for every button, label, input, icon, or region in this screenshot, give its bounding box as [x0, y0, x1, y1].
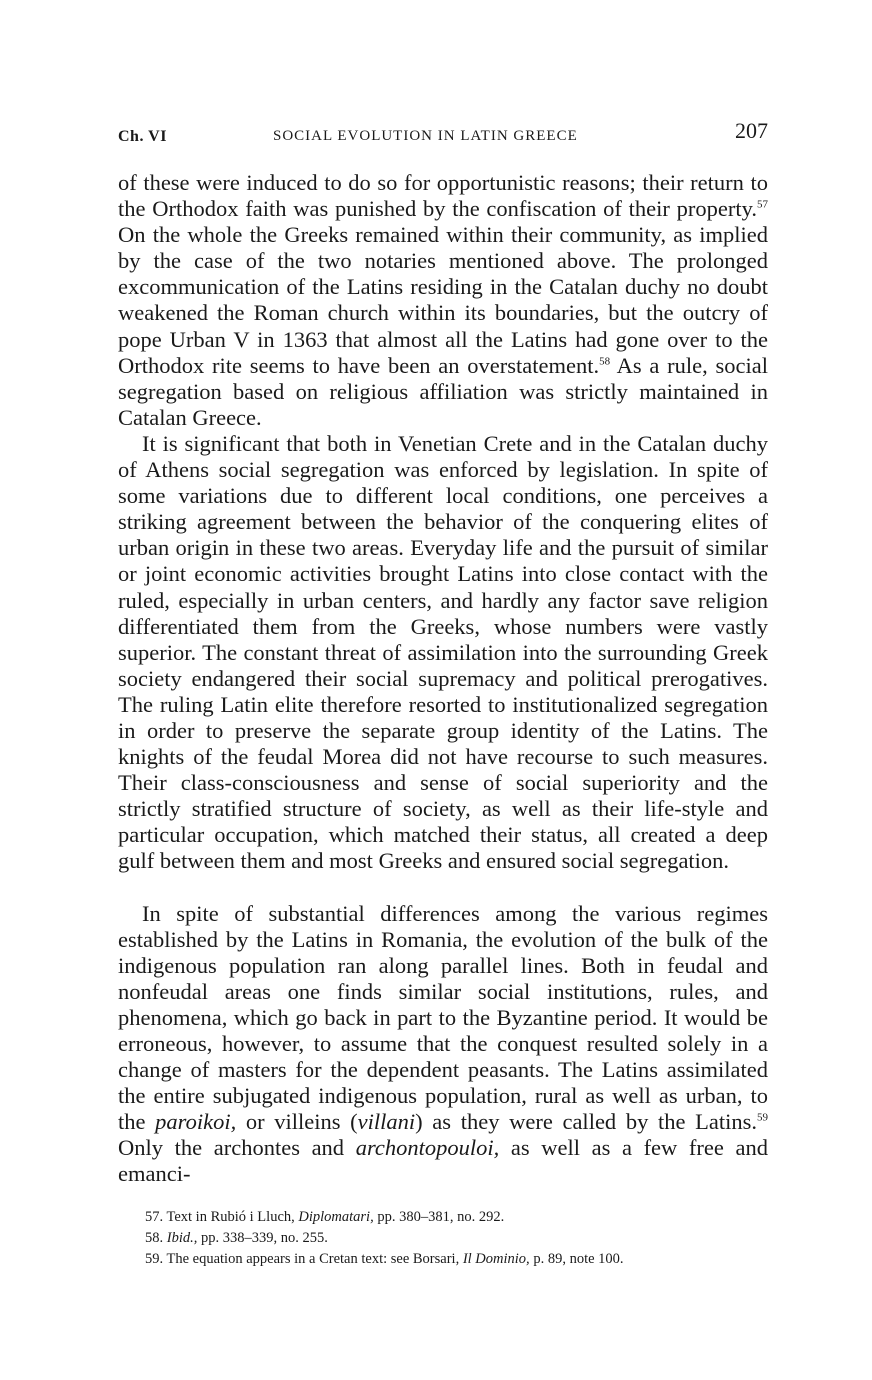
- footnote-57: 57. Text in Rubió i Lluch, Diplomatari, pp. 380–381, no. 292.: [145, 1209, 505, 1225]
- footnote-ref-57[interactable]: 57: [757, 198, 768, 211]
- footnote-59: 59. The equation appears in a Cretan text: see Borsari, Il Dominio, p. 89, note 100.: [145, 1251, 624, 1267]
- paragraph-3: In spite of substantial differences among the various regimes established by the Latins in Romania, the evolution of the bulk of the indigenous population ran along parallel lines. Both in feudal and nonfeudal areas one finds similar social institutions, rules, and phenomena, which go back in part to the Byzantine period. It would be erroneous, however, to assume that the conquest resulted solely in a change of masters for the dependent peasants. The Latins assimilated the entire subjugated indigenous population, rural as well as urban, to the paroikoi, or villeins (villani) as they were called by the Latins.$^{59}$ Only the archontes and archontopouloi, as well as a few free and emanci-: [118, 900, 768, 1187]
- paragraph-1: of these were induced to do so for opportunistic reasons; their return to the Orthodox faith was punished by the confiscation of their property.$^{57}$ On the whole the Greeks remained within their community, as implied by the case of the two notaries mentioned above. The prolonged excommunication of the Latins residing in the Catalan duchy no doubt weakened the Roman church within its boundaries, but the outcry of pope Urban V in 1363 that almost all the Latins had gone over to the Orthodox rite seems to have been an overstatement.$^{58}$ As a rule, social segregation based on religious affiliation was strictly maintained in Catalan Greece.: [118, 170, 768, 430]
- footnotes: [145, 1207, 765, 1270]
- footnote-58: 58. Ibid., pp. 338–339, no. 255.: [145, 1230, 328, 1246]
- footnote-ref-59[interactable]: 59: [757, 1111, 768, 1124]
- page-number: 207: [735, 118, 768, 143]
- footnote-ref-58[interactable]: 58: [599, 355, 611, 368]
- running-header: [118, 118, 768, 150]
- paragraph-2: It is significant that both in Venetian Crete and in the Catalan duchy of Athens social segregation was enforced by legislation. In spite of some variations due to different local conditions, one perceives a striking agreement between the behavior of the conquering elites of urban origin in these two areas. Everyday life and the pursuit of similar or joint economic activities brought Latins into close contact with the ruled, especially in urban centers, and hardly any factor save religion differentiated them from the Greeks, whose numbers were vastly superior. The constant threat of assimilation into the surrounding Greek society endangered their social supremacy and political prerogatives. The ruling Latin elite therefore resorted to institutionalized segregation in order to preserve the separate group identity of the Latins. The knights of the feudal Morea did not have recourse to such measures. Their class-consciousness and sense of social superiority and the strictly stratified structure of society, as well as their life-style and particular occupation, which matched their status, all created a deep gulf between them and most Greeks and ensured social segregation.: [118, 430, 768, 874]
- chapter-label: Ch. VI: [118, 128, 167, 145]
- body-text: [118, 170, 768, 1188]
- running-title: SOCIAL EVOLUTION IN LATIN GREECE: [273, 128, 578, 144]
